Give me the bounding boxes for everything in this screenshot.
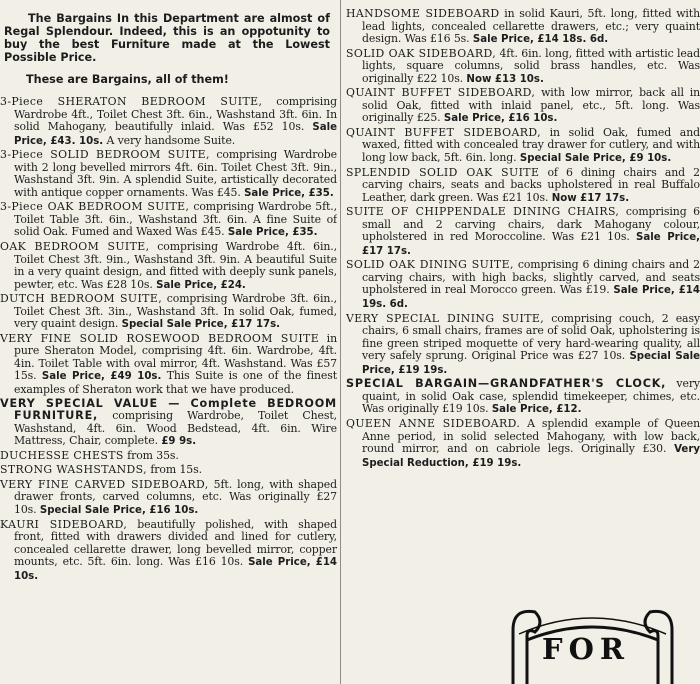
listing-heading: VERY FINE SOLID ROSEWOOD BEDROOM SUITE <box>0 331 320 345</box>
listing-heading: SOLID OAK SIDEBOARD, <box>346 46 497 60</box>
listing-description: from 15s. <box>147 463 202 477</box>
listing-price: Sale Price, £35. <box>227 227 318 239</box>
for-sign-text: FOR <box>542 632 630 666</box>
listing-item <box>346 418 700 470</box>
listing-description: in solid Kauri, 5ft. long, fitted with lead lights, concealed cellarette drawers, etc.; very quaint design. Was £16 5s. <box>362 7 700 46</box>
left-column <box>0 0 337 684</box>
listing-price: Special Sale Price, £9 10s. <box>519 153 672 165</box>
bargains-subhead: These are Bargains, all of them! <box>26 73 229 86</box>
listing-price: Sale Price, £24. <box>156 279 246 291</box>
listing-item <box>346 206 700 258</box>
listing-heading: SOLID OAK DINING SUITE, <box>346 258 514 272</box>
listing-description: of 6 dining chairs and 2 carving chairs, seats and backs upholstered in real Buffalo Leather, dark green. Was £21 10s. <box>362 165 700 204</box>
listing-heading: VERY SPECIAL VALUE — Complete BEDROOM FURNITURE, <box>0 396 337 423</box>
listing-item <box>0 333 337 397</box>
intro-paragraph <box>4 12 330 64</box>
listing-item <box>346 313 700 378</box>
listing-price: Now £17 17s. <box>551 192 630 204</box>
listing-heading: DUTCH BEDROOM SUITE, <box>0 292 163 306</box>
intro-text: The Bargains In this Department are almost of Regal Splendour. Indeed, this is an oppotunity to buy the best Furniture made at the Lowest Possible Price. <box>4 12 330 64</box>
listing-price: Sale Price, £35. <box>244 187 334 199</box>
listing-heading: HANDSOME SIDEBOARD <box>346 7 500 20</box>
listing-description: in pure Sheraton Model, comprising 4ft. 6in. Wardrobe, 4ft. 4in. Toilet Table with oval mirror, 4ft. Washstand. Was £57 15s. <box>14 331 337 383</box>
listing-price: Sale Price, £49 10s. <box>41 371 162 383</box>
listing-price: Sale Price, £17 17s. <box>362 232 700 257</box>
listing-heading: VERY FINE CARVED SIDEBOARD, <box>0 477 209 491</box>
listing-heading: QUEEN ANNE SIDEBOARD. <box>346 416 521 430</box>
listing-description: comprising Wardrobe 3ft. 6in., Toilet Chest 3ft. 3in., Washstand 3ft. In solid Oak, fumed, very quaint design. <box>14 292 337 331</box>
listing-price: Sale Price, £14 19s. 6d. <box>362 285 700 311</box>
listing-description: beautifully polished, with shaped front, fitted with drawers divided and lined for cutlery, concealed cellarette drawer, long bevelled mirror, copper mounts, etc. 5ft. 6in. long. Was £16 10s. <box>14 517 337 569</box>
listing-price: Special Sale Price, £19 19s. <box>362 351 700 376</box>
listing-item <box>0 519 337 584</box>
listing-price: Special Sale Price, £16 10s. <box>39 504 199 516</box>
right-column <box>346 0 700 684</box>
listing-item <box>0 450 337 464</box>
listing-heading: STRONG WASHSTANDS, <box>0 463 148 477</box>
listing-item <box>0 398 337 449</box>
listing-price: Sale Price, £14 10s. <box>14 557 337 582</box>
listing-heading: 3-Piece SHERATON BEDROOM SUITE, <box>0 95 263 108</box>
listing-note: A very handsome Suite. <box>103 133 236 147</box>
right-item-list <box>346 8 700 471</box>
listing-price: Sale Price, £12. <box>491 404 582 416</box>
listing-price: Sale Price, £16 10s. <box>443 113 558 125</box>
listing-description: comprising 6 small and 2 carving chairs, dark Mahogany colour, upholstered in red Moroccoline. Was £21 10s. <box>362 205 700 244</box>
listing-heading: QUAINT BUFFET SIDEBOARD, <box>346 125 541 139</box>
listing-price: Special Sale Price, £17 17s. <box>121 319 281 331</box>
listing-heading: SPLENDID SOLID OAK SUITE <box>346 165 540 179</box>
listing-price: £9 9s. <box>161 436 197 448</box>
listing-item <box>0 464 337 478</box>
listing-description: comprising Wardrobe with 2 long bevelled mirrors 4ft. 6in. Toilet Chest 3ft. 9in., Washstand 3ft. 9in. A splendid Suite, artistically decorated with antique copper ornaments. Was £45. <box>14 148 337 199</box>
listing-description: 4ft. 6in. long, fitted with artistic lead lights, square columns, solid brass handles, etc. Was originally £22 10s. <box>362 46 700 85</box>
listing-heading: DUCHESSE CHESTS <box>0 448 124 462</box>
listing-item <box>0 241 337 292</box>
listing-price: Very Special Reduction, £19 19s. <box>362 444 700 469</box>
listing-price: Sale Price, £14 18s. 6d. <box>472 34 609 46</box>
listing-item <box>0 479 337 518</box>
listing-description: comprising Wardrobe 5ft., Toilet Table 3ft. 6in., Washstand 3ft. 6in. A fine Suite of solid Oak. Fumed and Waxed Was £45. <box>14 200 337 239</box>
listing-description: comprising 6 dining chairs and 2 carving chairs, with high backs, slightly carved, and seats upholstered in real Morocco green. Was £19. <box>362 258 700 297</box>
listing-heading: 3-Piece SOLID BEDROOM SUITE, <box>0 148 210 162</box>
listing-description: comprising couch, 2 easy chairs, 6 small chairs, frames are of solid Oak, upholstering is fine green striped moquette of very hard-wearing quality, all very safely sprung. Original Price was £27 10s. <box>362 311 700 363</box>
listing-item <box>0 293 337 332</box>
listing-description: very quaint, in solid Oak case, splendid timekeeper, chimes, etc. Was originally £19 10s. <box>362 377 700 416</box>
listing-item <box>346 48 700 87</box>
listing-description: comprising Wardrobe 4ft., Toilet Chest 3ft. 6in., Washstand 3ft. 6in. In solid Mahogany, beautifully inlaid. Was £52 10s. <box>14 95 337 134</box>
listing-item <box>346 127 700 166</box>
listing-item <box>0 96 337 148</box>
listing-item <box>0 149 337 200</box>
listing-heading: OAK BEDROOM SUITE, <box>0 240 150 254</box>
listing-item <box>346 167 700 206</box>
listing-price: Now £13 10s. <box>466 73 544 85</box>
listing-description: 5ft. long, with shaped drawer fronts, carved columns, etc. Was originally £27 10s. <box>14 477 337 516</box>
listing-heading: SUITE OF CHIPPENDALE DINING CHAIRS, <box>346 205 620 219</box>
listing-heading: KAURI SIDEBOARD, <box>0 517 128 531</box>
listing-heading: QUAINT BUFFET SIDEBOARD, <box>346 86 536 100</box>
listing-item <box>346 259 700 311</box>
column-divider <box>340 0 341 684</box>
listing-price: Sale Price, £43. 10s. <box>14 122 337 147</box>
listing-heading: VERY SPECIAL DINING SUITE, <box>346 311 545 325</box>
listing-description: from 35s. <box>123 448 179 462</box>
listing-note: This Suite is one of the finest examples of Sheraton work that we have produced. <box>14 369 337 397</box>
left-item-list <box>0 96 337 584</box>
listing-heading: SPECIAL BARGAIN—GRANDFATHER'S CLOCK, <box>346 377 667 391</box>
listing-description: comprising Wardrobe, Toilet Chest, Washstand, 4ft. 6in. Wood Bedstead, 4ft. 6in. Wire Mattress, Chair, complete. <box>14 409 337 448</box>
listing-heading: 3-Piece OAK BEDROOM SUITE, <box>0 200 190 214</box>
listing-description: comprising Wardrobe 4ft. 6in., Toilet Chest 3ft. 9in., Washstand 3ft. 9in. A beautiful Suite in a very quaint design, and fitted with deeply sunk panels, pewter, etc. Was £28 10s. <box>14 240 337 291</box>
listing-description: A splendid example of Queen Anne period, in solid selected Mahogany, with low back, round mirror, and on cabriole legs. Originally £30. <box>362 416 700 456</box>
listing-description: with low mirror, back all in solid Oak, fitted with inlaid panel, etc., 5ft. long. Was originally £25. <box>362 86 700 125</box>
listing-item <box>0 201 337 240</box>
listing-item <box>346 378 700 417</box>
listing-item <box>346 87 700 126</box>
listing-item <box>346 8 700 47</box>
listing-description: in solid Oak, fumed and waxed, fitted with concealed tray drawer for cutlery, and with long low back, 5ft. 6in. long. <box>362 125 700 165</box>
